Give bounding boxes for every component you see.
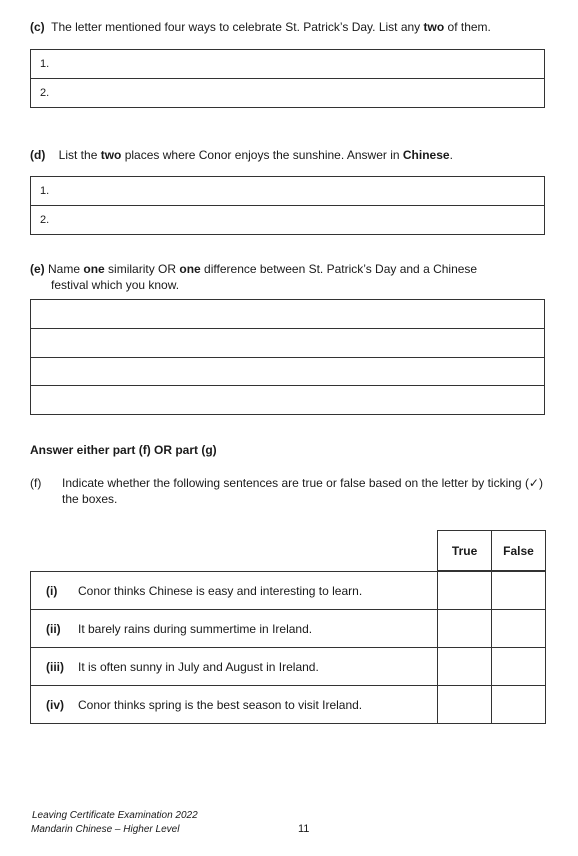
question-c-text-end: of them. (444, 20, 491, 34)
statement-cell (31, 648, 438, 686)
question-e-text: Name (48, 262, 84, 276)
question-e-bold-2: one (179, 262, 201, 276)
question-e-bold-1: one (83, 262, 105, 276)
statement-number: (i) (46, 583, 58, 598)
question-d (30, 147, 560, 163)
statement-text: Conor thinks spring is the best season to visit Ireland. (78, 697, 363, 712)
line-number: 1. (40, 58, 50, 70)
statement-cell (31, 610, 438, 648)
question-e-text-mid-2: difference between St. Patrick’s Day and a Chinese (200, 262, 478, 276)
statement-number: (iii) (46, 659, 64, 674)
answer-line-e-2[interactable] (31, 329, 544, 358)
answer-box-e (30, 299, 545, 415)
question-d-text: List the (58, 148, 101, 162)
question-d-text-mid: places where Conor enjoys the sunshine. Answer in (121, 148, 403, 162)
table-header-row (31, 531, 546, 571)
page-number: 11 (298, 823, 310, 835)
answer-line-e-1[interactable] (31, 300, 544, 329)
question-d-text-end: . (449, 148, 453, 162)
table-row (31, 610, 546, 648)
table-row (31, 686, 546, 724)
false-checkbox[interactable] (492, 648, 546, 686)
question-c (30, 19, 560, 35)
question-e-text-mid-1: similarity OR (104, 262, 180, 276)
statement-number: (iv) (46, 697, 64, 712)
true-checkbox[interactable] (438, 648, 492, 686)
answer-box-d (30, 176, 545, 235)
question-d-label: (d) (30, 148, 46, 162)
false-checkbox[interactable] (492, 686, 546, 724)
line-number: 1. (40, 185, 50, 197)
answer-line-e-3[interactable] (31, 358, 544, 386)
question-e-label: (e) (30, 262, 45, 276)
statement-text: It barely rains during summertime in Ireland. (78, 621, 313, 636)
question-f-text-line-2: the boxes. (62, 492, 118, 506)
statement-number: (ii) (46, 621, 61, 636)
true-checkbox[interactable] (438, 610, 492, 648)
question-c-text: The letter mentioned four ways to celebrate St. Patrick’s Day. List any (51, 20, 424, 34)
statement-cell (31, 686, 438, 724)
question-f-label: (f) (30, 476, 42, 490)
question-e-line-2: festival which you know. (51, 278, 180, 292)
question-c-bold: two (423, 20, 445, 34)
true-checkbox[interactable] (438, 572, 492, 610)
either-or-instruction: Answer either part (f) OR part (g) (30, 443, 217, 457)
answer-line-c-2[interactable] (31, 79, 544, 107)
answer-line-c-1[interactable] (31, 50, 544, 79)
footer-exam-title: Leaving Certificate Examination 2022 (32, 810, 198, 821)
answer-line-d-1[interactable] (31, 177, 544, 206)
statement-text: It is often sunny in July and August in Ireland. (78, 659, 319, 674)
table-row (31, 648, 546, 686)
false-checkbox[interactable] (492, 610, 546, 648)
question-e (30, 261, 530, 277)
question-d-bold-1: two (100, 148, 122, 162)
answer-line-d-2[interactable] (31, 206, 544, 234)
answer-line-e-4[interactable] (31, 386, 544, 414)
question-c-label: (c) (30, 20, 45, 34)
question-f-text-line-1: Indicate whether the following sentences are true or false based on the letter by ticking (✓) (62, 476, 543, 490)
statement-cell (31, 572, 438, 610)
header-true: True (438, 531, 492, 571)
line-number: 2. (40, 87, 50, 99)
question-d-bold-2: Chinese (402, 148, 450, 162)
table-row (31, 572, 546, 610)
false-checkbox[interactable] (492, 572, 546, 610)
line-number: 2. (40, 214, 50, 226)
statement-text: Conor thinks Chinese is easy and interesting to learn. (78, 583, 363, 598)
answer-box-c (30, 49, 545, 108)
true-false-table (30, 530, 546, 724)
header-spacer (31, 531, 438, 571)
footer-subject: Mandarin Chinese – Higher Level (31, 824, 180, 835)
header-false: False (492, 531, 546, 571)
true-checkbox[interactable] (438, 686, 492, 724)
